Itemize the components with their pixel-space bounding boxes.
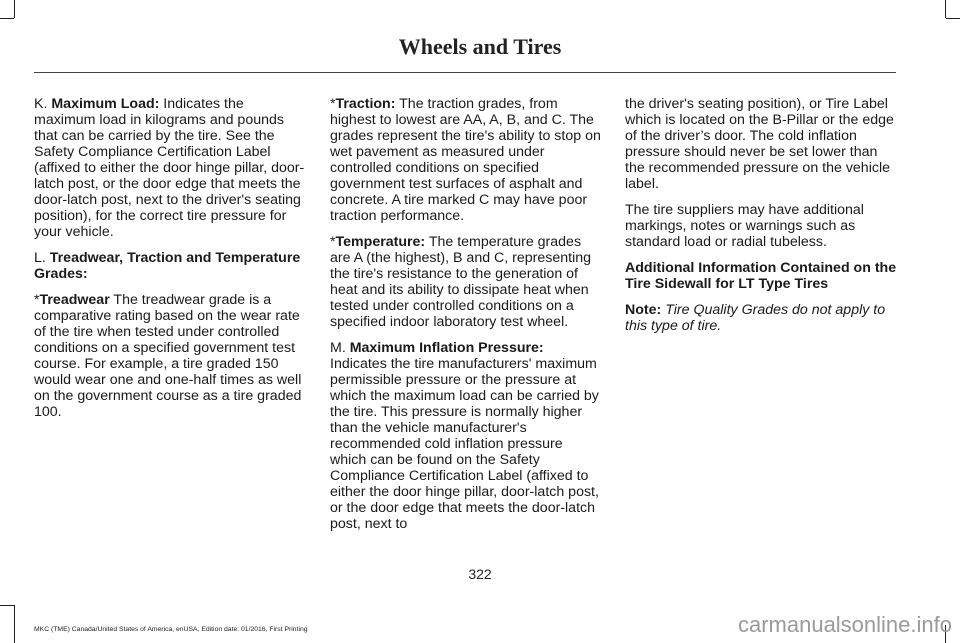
crop-mark-bottom-left-horizontal [0, 605, 14, 606]
text-column-1 [34, 96, 306, 430]
crop-mark-top-left-vertical [14, 0, 15, 18]
paragraph [34, 250, 306, 282]
bold-term: Maximum Load: [51, 96, 160, 112]
watermark-text: carmanualsonline.info [737, 612, 952, 637]
page-title: Wheels and Tires [398, 34, 562, 59]
italic-text: Tire Quality Grades do not apply to this type of tire. [625, 302, 886, 334]
body-text: K. [34, 96, 52, 112]
crop-mark-top-right-vertical [945, 0, 946, 18]
bold-term: Note: [625, 302, 662, 318]
header-divider [34, 72, 896, 73]
bold-term: Maximum Inflation Pressure: [349, 340, 544, 356]
paragraph [34, 96, 306, 240]
body-text: the driver's seating position), or Tire Label which is located on the B-Pillar or the edge of the driver’s door. The cold inflation pressure should never be set lower than the recommended pressure on the vehicle label. [625, 96, 894, 192]
body-text: Indicates the tire manufacturers' maximum permissible pressure or the pressure at which the maximum load can be carried by the tire. This pressure is normally higher than the vehicle manufacturer's recommended cold inflation pressure which can be found on the Safety Compliance Certification Label (affixed to either the door hinge pillar, door-latch post, or the door edge that meets the door-latch post, next to [330, 356, 599, 532]
page-number: 322 [468, 566, 492, 582]
text-column-3 [625, 96, 897, 344]
body-text: M. [330, 340, 350, 356]
body-text: The tire suppliers may have additional markings, notes or warnings such as standard load or radial tubeless. [625, 202, 864, 250]
crop-mark-top-right-horizontal [946, 18, 960, 19]
crop-mark-bottom-left-vertical [14, 605, 15, 643]
bold-term: Temperature: [335, 234, 426, 250]
paragraph [330, 96, 602, 224]
paragraph [625, 302, 897, 334]
edition-footer: MKC (TME) Canada/United States of America, enUSA, Edition date: 01/2016, First Printing [34, 626, 308, 633]
bold-term: Additional Information Contained on the Tire Sidewall for LT Type Tires [625, 260, 897, 292]
body-text: L. [34, 250, 50, 266]
paragraph [330, 340, 602, 532]
body-text: Indicates the maximum load in kilograms and pounds that can be carried by the tire. See the Safety Compliance Certification Label (affixed to either the door hinge pillar, door-latch post, or the door edge that meets the door-latch post, next to the driver's seating position), for the correct tire pressure for your vehicle. [34, 96, 305, 240]
body-text: The treadwear grade is a comparative rating based on the wear rate of the tire when tested under controlled conditions on a specified government test course. For example, a tire graded 150 would wear one and one-half times as well on the government course as a tire graded 100. [34, 292, 302, 420]
body-text: * [330, 96, 336, 112]
bold-term: Treadwear [39, 292, 110, 308]
crop-mark-top-left-horizontal [0, 18, 14, 19]
body-text: * [330, 234, 336, 250]
body-text: The temperature grades are A (the highest), B and C, representing the tire's resistance to the generation of heat and its ability to dissipate heat when tested under controlled conditions on a specified indoor laboratory test wheel. [330, 234, 592, 330]
bold-term: Traction: [335, 96, 396, 112]
paragraph [625, 96, 897, 192]
paragraph [34, 292, 306, 420]
bold-term: Treadwear, Traction and Temperature Grades: [34, 250, 301, 282]
body-text: * [34, 292, 40, 308]
text-column-2 [330, 96, 602, 542]
body-text: The traction grades, from highest to lowest are AA, A, B, and C. The grades represent the tire's ability to stop on wet pavement as measured under controlled conditions on specified government test surfaces of asphalt and concrete. A tire marked C may have poor traction performance. [330, 96, 601, 224]
paragraph [330, 234, 602, 330]
paragraph [625, 260, 897, 292]
paragraph [625, 202, 897, 250]
